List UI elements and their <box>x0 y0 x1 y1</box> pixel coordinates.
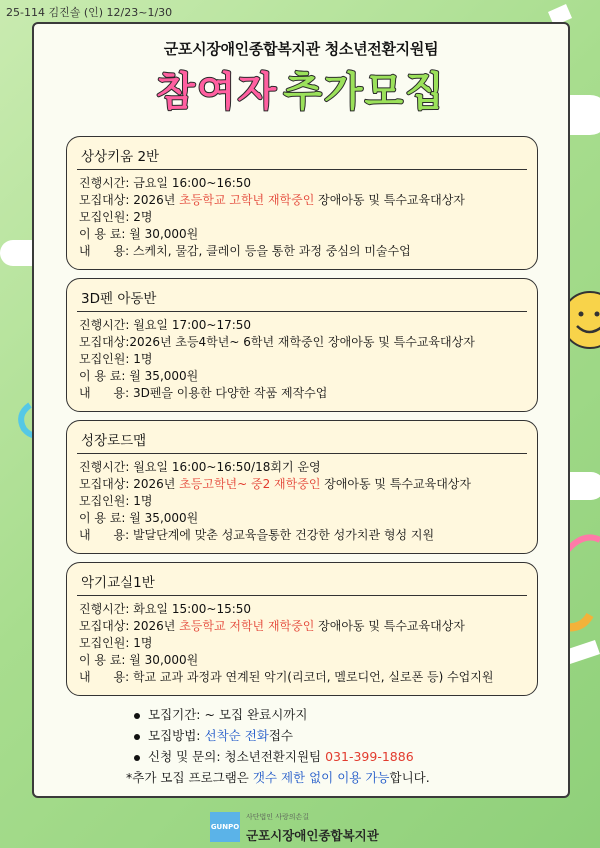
title-part-1: 참여자 <box>156 69 279 115</box>
gunpo-logo: GUNPO <box>210 812 240 842</box>
footer-sub: 사단법인 사랑의손길 <box>246 813 310 821</box>
program-row: 진행시간: 금요일 16:00~16:50 <box>79 176 252 190</box>
bullet-icon <box>134 755 140 761</box>
program-row: 모집대상: 2026년 초등고학년~ 중2 재학중인 장애아동 및 특수교육대상자 <box>79 477 471 491</box>
bullet-icon <box>134 734 140 740</box>
program-card <box>66 278 538 412</box>
notes-list <box>126 704 430 788</box>
program-row: 이 용 료: 월 30,000원 <box>79 227 199 241</box>
program-row: 진행시간: 월요일 16:00~16:50/18회기 운영 <box>79 460 321 474</box>
program-row: 모집대상: 2026년 초등학교 저학년 재학중인 장애아동 및 특수교육대상자 <box>79 619 465 633</box>
program-row: 이 용 료: 월 35,000원 <box>79 511 199 525</box>
program-name: 3D펜 아동반 <box>81 291 157 307</box>
program-row: 내 용: 발달단계에 맞춘 성교육을통한 건강한 성가치관 형성 지원 <box>79 528 435 542</box>
program-card <box>66 420 538 554</box>
program-row: 모집대상: 2026년 초등학교 고학년 재학중인 장애아동 및 특수교육대상자 <box>79 193 465 207</box>
program-row: 모집대상:2026년 초등4학년~ 6학년 재학중인 장애아동 및 특수교육대상자 <box>79 335 475 349</box>
note-method: 모집방법: 선착순 전화접수 <box>134 725 430 746</box>
footer-logo <box>210 806 410 846</box>
divider <box>77 169 527 170</box>
program-row: 모집인원: 1명 <box>79 494 153 508</box>
main-panel <box>32 22 570 798</box>
program-name: 악기교실1반 <box>81 575 155 591</box>
page-title <box>34 60 568 117</box>
bullet-icon <box>134 713 140 719</box>
program-row: 내 용: 학교 교과 과정과 연계된 악기(리코더, 멜로디언, 실로폰 등) 수업지원 <box>79 670 494 684</box>
program-row: 이 용 료: 월 30,000원 <box>79 653 199 667</box>
organization-name: 군포시장애인종합복지관 청소년전환지원팀 <box>163 40 439 58</box>
divider <box>77 311 527 312</box>
program-row: 모집인원: 2명 <box>79 210 153 224</box>
program-row: 모집인원: 1명 <box>79 636 153 650</box>
divider <box>77 595 527 596</box>
program-row: 내 용: 3D펜을 이용한 다양한 작품 제작수업 <box>79 386 328 400</box>
program-row: 이 용 료: 월 35,000원 <box>79 369 199 383</box>
note-contact: 신청 및 문의: 청소년전환지원팀 031-399-1886 <box>134 746 430 767</box>
program-row: 모집인원: 1명 <box>79 352 153 366</box>
note-period: 모집기간: ~ 모집 완료시까지 <box>134 704 430 725</box>
program-row: 진행시간: 화요일 15:00~15:50 <box>79 602 252 616</box>
approval-stamp: 25-114 김진솔 (인) 12/23~1/30 <box>6 6 173 19</box>
program-row: 진행시간: 월요일 17:00~17:50 <box>79 318 252 332</box>
note-extra: *추가 모집 프로그램은 갯수 제한 없이 이용 가능합니다. <box>126 770 430 785</box>
program-card <box>66 562 538 696</box>
program-row: 내 용: 스케치, 물감, 클레이 등을 통한 과정 중심의 미술수업 <box>79 244 411 258</box>
program-name: 상상키움 2반 <box>81 149 160 165</box>
title-part-2: 추가모집 <box>283 69 446 115</box>
divider <box>77 453 527 454</box>
footer-org: 군포시장애인종합복지관 <box>246 828 379 843</box>
program-card <box>66 136 538 270</box>
program-name: 성장로드맵 <box>81 433 147 449</box>
